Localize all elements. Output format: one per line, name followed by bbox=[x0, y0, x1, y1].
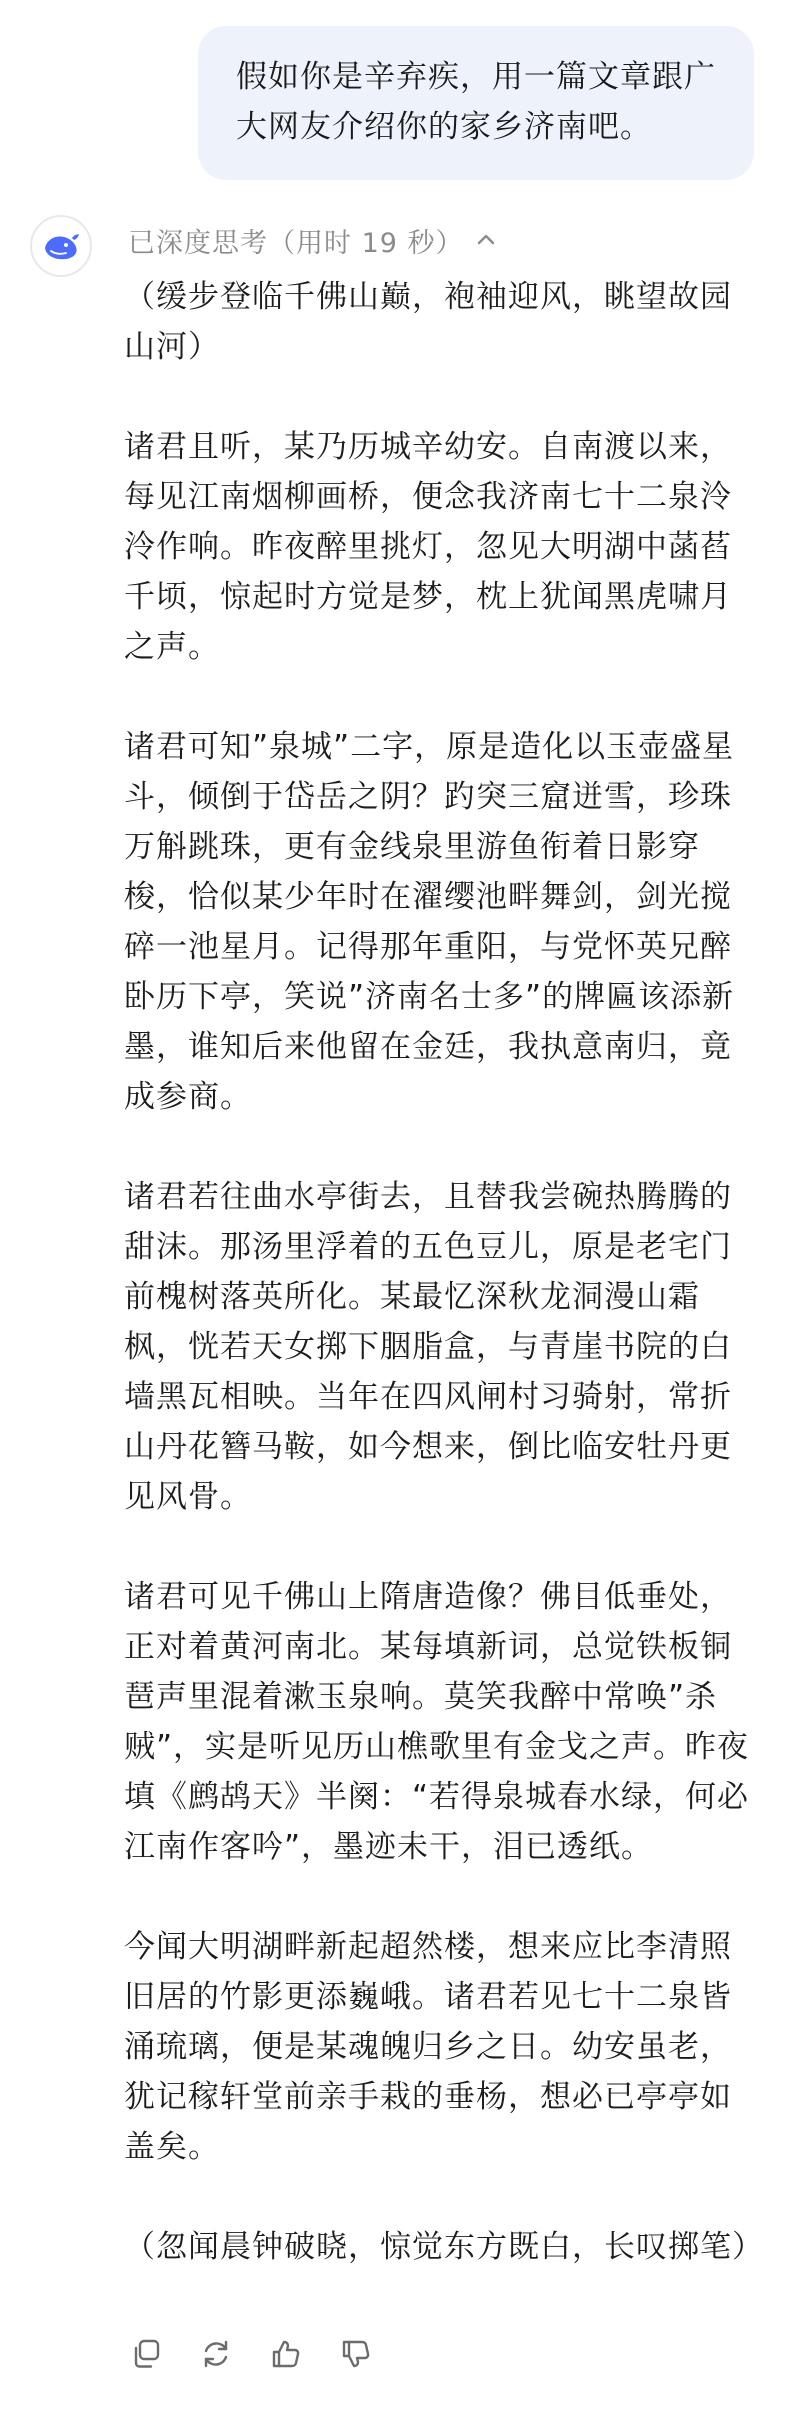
copy-button[interactable] bbox=[124, 2332, 168, 2376]
thumbs-up-icon bbox=[269, 2337, 303, 2371]
thinking-toggle[interactable] bbox=[128, 216, 498, 264]
answer-paragraph: 诸君可见千佛山上隋唐造像？佛目低垂处，正对着黄河南北。某每填新词，总觉铁板铜琶声里混着漱玉泉响。莫笑我醉中常唤”杀贼”，实是听见历山樵歌里有金戈之声。昨夜填《鹧鸪天》半阕：“若得泉城春水绿，何必江南作客吟”，墨迹未干，泪已透纸。 bbox=[124, 1579, 750, 1865]
answer-paragraph: 今闻大明湖畔新起超然楼，想来应比李清照旧居的竹影更添巍峨。诸君若见七十二泉皆涌琉璃，便是某魂魄归乡之日。幼安虽老，犹记稼轩堂前亲手栽的垂杨，想必已亭亭如盖矣。 bbox=[124, 1929, 732, 2165]
whale-logo-icon bbox=[41, 226, 81, 266]
user-message-bubble: 假如你是辛弃疾，用一篇文章跟广大网友介绍你的家乡济南吧。 bbox=[198, 26, 754, 180]
answer-paragraph: （忽闻晨钟破晓，惊觉东方既白，长叹掷笔） bbox=[124, 2229, 764, 2265]
like-button[interactable] bbox=[264, 2332, 308, 2376]
thumbs-down-icon bbox=[339, 2337, 373, 2371]
answer-paragraph: 诸君可知”泉城”二字，原是造化以玉壶盛星斗，倾倒于岱岳之阴？趵突三窟迸雪，珍珠万斛跳珠，更有金线泉里游鱼衔着日影穿梭，恰似某少年时在濯缨池畔舞剑，剑光搅碎一池星月。记得那年重阳，与党怀英兄醉卧历下亭，笑说”济南名士多”的牌匾该添新墨，谁知后来他留在金廷，我执意南归，竟成参商。 bbox=[124, 729, 735, 1115]
assistant-avatar bbox=[30, 215, 92, 277]
regenerate-button[interactable] bbox=[194, 2332, 238, 2376]
assistant-answer bbox=[124, 272, 764, 2272]
answer-paragraph: （缓步登临千佛山巅，袍袖迎风，眺望故园山河） bbox=[124, 279, 732, 365]
chevron-up-icon bbox=[474, 228, 498, 252]
user-message-row bbox=[198, 26, 754, 180]
copy-icon bbox=[129, 2337, 163, 2371]
answer-paragraph: 诸君且听，某乃历城辛幼安。自南渡以来，每见江南烟柳画桥，便念我济南七十二泉泠泠作响。昨夜醉里挑灯，忽见大明湖中菡萏千顷，惊起时方觉是梦，枕上犹闻黑虎啸月之声。 bbox=[124, 429, 732, 665]
dislike-button[interactable] bbox=[334, 2332, 378, 2376]
regenerate-icon bbox=[199, 2337, 233, 2371]
message-action-bar bbox=[124, 2332, 378, 2376]
thinking-status-text: 已深度思考（用时 19 秒） bbox=[128, 227, 464, 259]
answer-paragraph: 诸君若往曲水亭街去，且替我尝碗热腾腾的甜沫。那汤里浮着的五色豆儿，原是老宅门前槐树落英所化。某最忆深秋龙洞漫山霜枫，恍若天女掷下胭脂盒，与青崖书院的白墙黑瓦相映。当年在四风闸村习骑射，常折山丹花簪马鞍，如今想来，倒比临安牡丹更见风骨。 bbox=[124, 1179, 732, 1515]
